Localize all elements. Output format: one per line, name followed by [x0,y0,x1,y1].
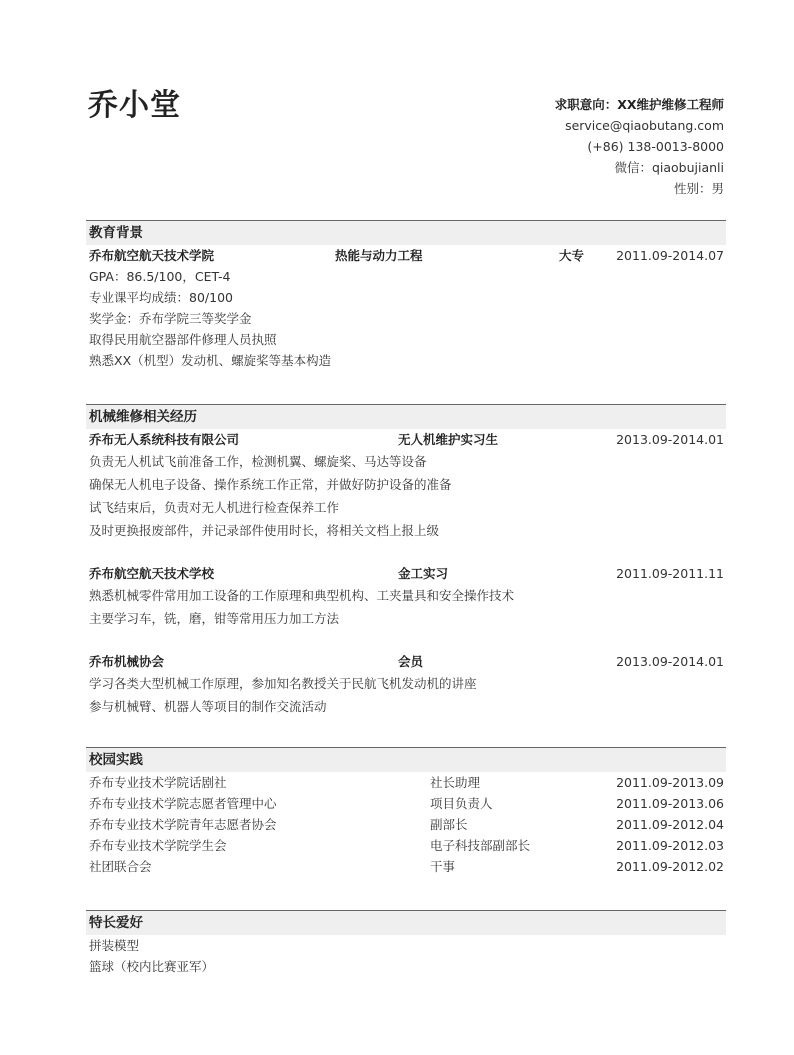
experience-row [86,651,726,672]
degree: 大专 [559,248,585,263]
campus-role: 副部长 [430,817,468,832]
email: service@qiaobutang.com [565,118,724,133]
experience-row [86,429,726,450]
section-title-education: 教育背景 [86,220,726,245]
wechat: 微信：qiaobujianli [614,160,724,175]
campus-date: 2011.09-2012.04 [616,817,724,832]
experience-date: 2013.09-2014.01 [616,432,724,447]
experience-detail: 确保无人机电子设备、操作系统工作正常，并做好防护设备的准备 [89,477,452,492]
education-row [86,245,726,266]
gender: 性别：男 [673,181,724,196]
experience-org: 乔布机械协会 [89,654,165,669]
contact-block [555,94,724,199]
experience-detail: 熟悉机械零件常用加工设备的工作原理和典型机构、工夹量具和安全操作技术 [89,588,515,603]
major: 热能与动力工程 [335,248,423,263]
experience-detail: 及时更换报废部件，并记录部件使用时长，将相关文档上报上级 [89,523,440,538]
campus-date: 2011.09-2012.03 [616,838,724,853]
experience-role: 会员 [398,654,424,669]
experience-section [86,404,726,718]
education-detail: 熟悉XX（机型）发动机、螺旋桨等基本构造 [89,353,332,368]
hobby-item: 篮球（校内比赛亚军） [89,959,215,974]
education-date: 2011.09-2014.07 [616,248,724,263]
education-detail: GPA：86.5/100，CET-4 [89,269,231,284]
campus-org: 乔布专业技术学院志愿者管理中心 [89,796,277,811]
campus-role: 干事 [430,859,456,874]
campus-date: 2011.09-2013.06 [616,796,724,811]
campus-role: 项目负责人 [430,796,493,811]
experience-detail: 试飞结束后，负责对无人机进行检查保养工作 [89,500,340,515]
campus-role: 电子科技部副部长 [430,838,531,853]
campus-section [86,747,726,877]
candidate-name: 乔小堂 [88,88,181,123]
education-detail: 奖学金：乔布学院三等奖学金 [89,311,252,326]
campus-org: 乔布专业技术学院话剧社 [89,775,227,790]
phone: (+86) 138-0013-8000 [587,139,724,154]
experience-org: 乔布航空航天技术学校 [89,566,215,581]
section-title-campus: 校园实践 [86,747,726,772]
experience-detail: 负责无人机试飞前准备工作，检测机翼、螺旋桨、马达等设备 [89,454,427,469]
campus-row [86,835,726,856]
campus-date: 2011.09-2012.02 [616,859,724,874]
campus-org: 乔布专业技术学院青年志愿者协会 [89,817,277,832]
education-section [86,220,726,371]
campus-row [86,856,726,877]
experience-detail: 主要学习车，铣，磨，钳等常用压力加工方法 [89,611,340,626]
section-title-hobbies: 特长爱好 [86,910,726,935]
education-detail: 取得民用航空器部件修理人员执照 [89,332,277,347]
hobbies-section [86,910,726,977]
experience-date: 2011.09-2011.11 [616,566,724,581]
hobby-item: 拼装模型 [89,938,140,953]
job-intent: 求职意向：XX维护维修工程师 [554,97,724,112]
campus-row [86,772,726,793]
experience-detail: 学习各类大型机械工作原理，参加知名教授关于民航飞机发动机的讲座 [89,676,477,691]
experience-org: 乔布无人系统科技有限公司 [89,432,240,447]
campus-date: 2011.09-2013.09 [616,775,724,790]
section-title-experience: 机械维修相关经历 [86,404,726,429]
experience-date: 2013.09-2014.01 [616,654,724,669]
school-name: 乔布航空航天技术学院 [89,248,215,263]
experience-role: 金工实习 [398,566,449,581]
campus-row [86,814,726,835]
campus-row [86,793,726,814]
education-detail: 专业课平均成绩：80/100 [89,290,233,305]
experience-role: 无人机维护实习生 [398,432,499,447]
campus-role: 社长助理 [430,775,481,790]
experience-detail: 参与机械臂、机器人等项目的制作交流活动 [89,699,327,714]
campus-org: 乔布专业技术学院学生会 [89,838,227,853]
campus-org: 社团联合会 [89,859,152,874]
experience-row [86,563,726,584]
